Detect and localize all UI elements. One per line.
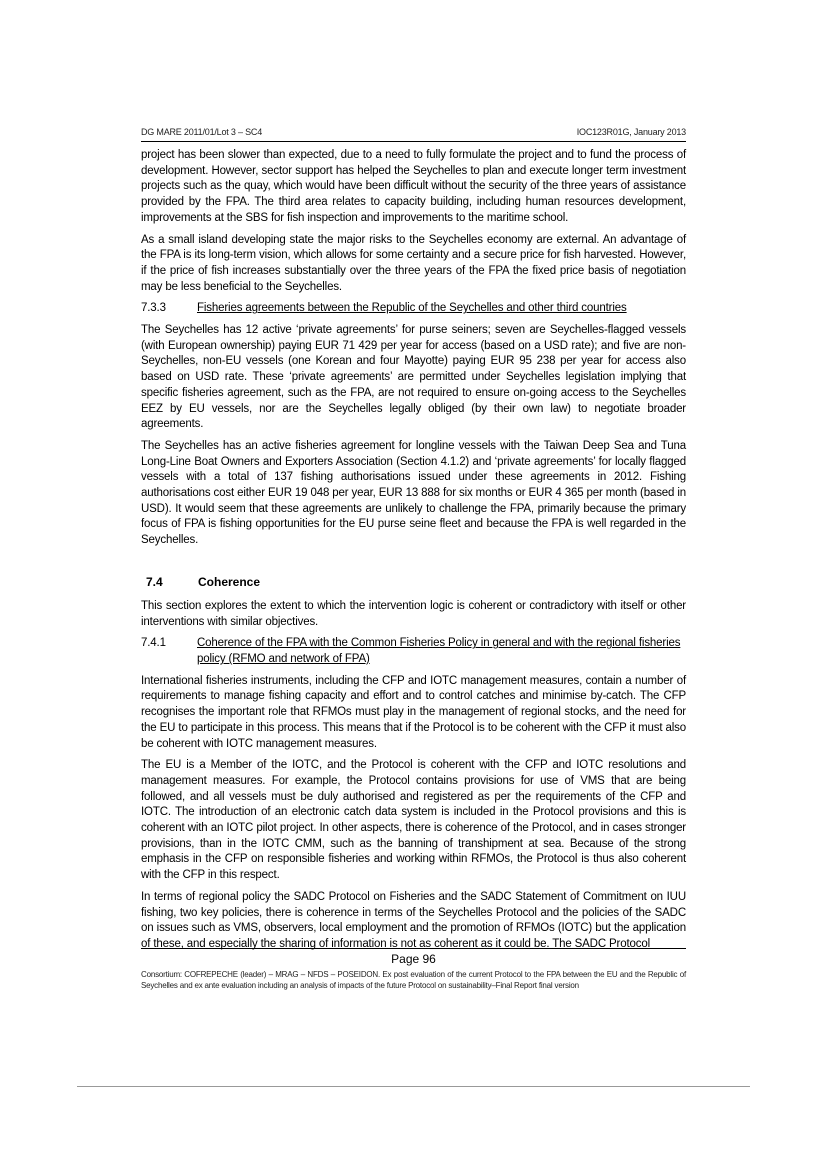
subsection-title: Fisheries agreements between the Republic of the Seychelles and other third countries	[197, 302, 627, 315]
page-header	[141, 127, 686, 137]
subsection-7-4-1-heading	[141, 636, 686, 667]
subsection-7-3-3-heading	[141, 301, 686, 317]
header-rule	[141, 141, 686, 142]
subsection-number: 7.4.1	[141, 637, 166, 650]
page-number: Page 96	[391, 952, 436, 966]
section-number: 7.4	[146, 574, 163, 589]
paragraph-1: project has been slower than expected, due to a need to fully formulate the project and to fund the process of development. However, sector support has helped the Seychelles to plan and execute longer term investment projects such as the quay, which would have been difficult without the security of the three years of assistance provided by the FPA. The third area relates to capacity building, including human resources development, improvements at the SBS for fish inspection and improvements to the maritime school.	[141, 149, 686, 224]
paragraph-6: International fisheries instruments, including the CFP and IOTC management measures, contain a number of requirements to manage fishing capacity and effort and to control catches and minimise by-catch. The CFP recognises the important role that RFMOs must play in the management of regional stocks, and the need for the EU to participate in this process. This means that if the Protocol is to be coherent with the CFP it must also be coherent with IOTC management measures.	[141, 674, 686, 750]
footer-rule	[141, 948, 686, 949]
paragraph-7: The EU is a Member of the IOTC, and the Protocol is coherent with the CFP and IOTC resolutions and management measures. For example, the Protocol contains provisions for use of VMS that are being followed, and all vessels must be duly authorised and registered as per the requirements of the CFP and IOTC. The introduction of an electronic catch data system is included in the Protocol provisions and this is coherent with an IOTC pilot project. In other aspects, there is coherence of the Protocol, and in cases stronger provisions, than in the IOTC CMM, such as the banning of transhipment at sea. Because of the strong emphasis in the CFP on responsible fisheries and working within RFMOs, the Protocol is thus also coherent with the CFP in this respect.	[141, 759, 686, 882]
paragraph-2: As a small island developing state the major risks to the Seychelles economy are external. An advantage of the FPA is its long-term vision, which allows for some certainty and a secure price for fish harvested. However, if the price of fish increases substantially over the three years of the FPA the fixed price basis of negotiation may be less beneficial to the Seychelles.	[141, 233, 686, 293]
paragraph-5: This section explores the extent to which the intervention logic is coherent or contradictory with itself or other interventions with similar objectives.	[141, 599, 686, 628]
footer-consortium-note: Consortium: COFREPECHE (leader) – MRAG – NFDS – POSEIDON. Ex post evaluation of the current Protocol to the FPA between the EU and the Republic of Seychelles and ex ante evaluation including an analysis of impacts of the future Protocol on sustainability–Final Report final version	[141, 970, 686, 990]
paragraph-3: The Seychelles has 12 active ‘private agreements’ for purse seiners; seven are Seychelles-flagged vessels (with European ownership) paying EUR 71 429 per year for access (based on a USD rate); and five are non-Seychelles, non-EU vessels (one Korean and four Mayotte) paying EUR 95 238 per year for access also based on USD rate. These ‘private agreements’ are permitted under Seychelles legislation implying that specific fisheries agreement, such as the FPA, are not required to ensure on-going access to the Seychelles EEZ by EU vessels, nor are the Seychelles legally obliged (by their own law) to negotiate broader agreements.	[141, 324, 686, 431]
header-left: DG MARE 2011/01/Lot 3 – SC4	[141, 127, 262, 137]
paragraph-8: In terms of regional policy the SADC Protocol on Fisheries and the SADC Statement of Commitment on IUU fishing, two key policies, there is coherence in terms of the Seychelles Protocol and the policies of the SADC on issues such as VMS, observers, local employment and the promotion of RFMOs (IOTC) but the application of these, and especially the sharing of information is not as coherent as it could be. The SADC Protocol	[141, 890, 686, 950]
body-content	[141, 148, 686, 959]
subsection-number: 7.3.3	[141, 302, 166, 315]
section-7-4-heading	[141, 575, 686, 589]
header-right: IOC123R01G, January 2013	[576, 127, 686, 137]
paragraph-4: The Seychelles has an active fisheries agreement for longline vessels with the Taiwan Deep Sea and Tuna Long-Line Boat Owners and Exporters Association (Section 4.1.2) and ‘private agreements’ for locally flagged vessels with a total of 137 fishing authorisations issued under these agreements in 2012. Fishing authorisations cost either EUR 19 048 per year, EUR 13 888 for six months or EUR 4 365 per month (based in USD). It would seem that these agreements are unlikely to challenge the FPA, primarily because the primary focus of FPA is fishing opportunities for the EU purse seine fleet and because the FPA is well regarded in the Seychelles.	[141, 439, 686, 547]
section-title: Coherence	[198, 574, 261, 589]
subsection-title: Coherence of the FPA with the Common Fisheries Policy in general and with the regional fisheries policy (RFMO and network of FPA)	[197, 637, 681, 665]
page-bottom-divider	[77, 1086, 750, 1087]
